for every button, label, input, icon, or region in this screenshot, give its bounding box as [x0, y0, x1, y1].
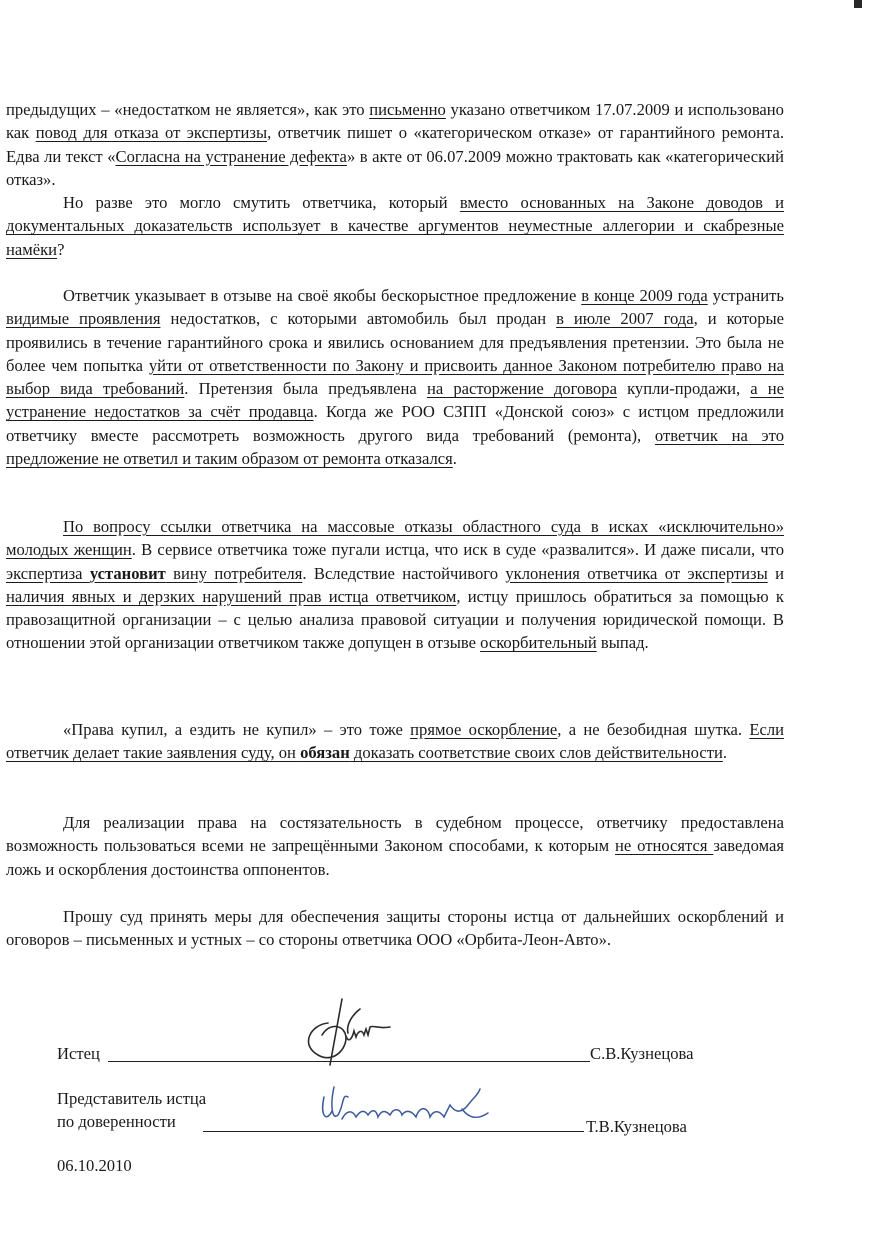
- underlined-text: Если ответчик делает такие заявления суду, он: [6, 720, 785, 763]
- scan-edge-mark: [854, 0, 862, 8]
- paragraph-3: [6, 284, 784, 470]
- underlined-text: видимые проявления: [6, 309, 161, 329]
- underlined-text: ответчик на это предложение не ответил и таким образом от ремонта отказался: [6, 425, 785, 469]
- text-run: устранить: [707, 286, 784, 305]
- underlined-text: вину потребителя: [165, 563, 303, 583]
- underlined-text: в июле 2007 года: [556, 309, 694, 329]
- document-date: 06.10.2010: [57, 1156, 132, 1175]
- text-run: Для реализации права на состязательность в судебном процессе, ответчику предоставлена возможность пользоваться всеми не запрещёнными Законом способами, к которым: [6, 813, 784, 856]
- text-run: купли-продажи,: [616, 379, 751, 399]
- underlined-text: экспертиза: [6, 563, 90, 583]
- text-run: заведомая ложь и оскорбления достоинства оппонентов.: [6, 836, 784, 879]
- representative-handwritten-signature: [312, 1075, 502, 1135]
- text-run: . В сервисе ответчика тоже пугали истца, что иск в суде «развалится». И даже писали, что: [131, 540, 784, 560]
- text-run: . Претензия была предъявлена: [184, 379, 427, 399]
- text-run: и: [767, 563, 784, 583]
- text-run: » в акте от 06.07.2009 можно трактовать как «категорический отказ».: [6, 146, 784, 189]
- representative-name: Т.В.Кузнецова: [586, 1117, 687, 1136]
- text-run: «Права купил, а ездить не купил» – это тоже: [63, 720, 411, 739]
- underlined-text: уйти от ответственности по Закону и присвоить данное Законом потребителю право на выбор вида требований: [6, 355, 784, 399]
- underlined-text: вместо основанных на Законе доводов и документальных доказательств использует в качестве аргументов неуместные аллегории и скабрезные намёки: [6, 193, 784, 259]
- underlined-text: на расторжение договора: [426, 379, 617, 399]
- plaintiff-name: С.В.Кузнецова: [590, 1044, 694, 1063]
- representative-label-line1: Представитель истца: [57, 1089, 207, 1108]
- underlined-text: уклонения ответчика от экспертизы: [505, 563, 768, 583]
- text-run: ?: [57, 239, 65, 259]
- text-run: . Вследствие настойчивого: [302, 563, 506, 583]
- text-run: , истцу пришлось обратиться за помощью к правозащитной организации – с целью анализа правовой ситуации и получения юридической помощи. В отношении этой организации ответчиком также допущен в отзыве: [6, 586, 784, 653]
- underlined-text: повод для отказа от экспертизы: [35, 123, 268, 143]
- paragraph-6: [6, 811, 784, 881]
- paragraph-7: [6, 905, 784, 952]
- underlined-text: наличия явных и дерзких нарушений прав истца ответчиком: [6, 586, 457, 606]
- text-run: Ответчик указывает в отзыве на своё якобы бескорыстное предложение: [63, 286, 582, 305]
- underlined-text: По вопросу ссылки ответчика на массовые отказы областного суда в исках «исключительно» молодых женщин: [6, 517, 784, 560]
- paragraph-1: [6, 98, 784, 191]
- underlined-text: письменно: [369, 100, 446, 119]
- text-run: Прошу суд принять меры для обеспечения защиты стороны истца от дальнейших оскорблений и оговоров – письменных и устных – со стороны ответчика ООО «Орбита-Леон-Авто».: [6, 907, 784, 950]
- text-run: , ответчик пишет о «категорическом отказе» от гарантийного ремонта. Едва ли текст «: [6, 123, 784, 166]
- representative-label-line2: по доверенности: [57, 1112, 176, 1131]
- underlined-text: Согласна на устранение дефекта: [115, 146, 347, 166]
- underlined-text: оскорбительный: [480, 633, 597, 653]
- underlined-text: обязан: [300, 743, 350, 763]
- text-run: .: [452, 449, 457, 469]
- underlined-text: прямое оскорбление: [410, 720, 558, 739]
- plaintiff-handwritten-signature: [290, 995, 410, 1075]
- text-run: Но разве это могло смутить ответчика, который: [63, 193, 460, 212]
- plaintiff-label: Истец: [57, 1044, 100, 1063]
- underlined-text: установит: [89, 563, 166, 583]
- text-run: выпад.: [596, 633, 649, 653]
- text-run: недостатков, с которыми автомобиль был продан: [160, 309, 557, 329]
- text-run: предыдущих – «недостатком не является», как это: [6, 100, 370, 119]
- underlined-text: доказать соответствие своих слов действительности: [349, 743, 723, 763]
- text-run: . Когда же РОО СЗПП «Донской союз» с истцом предложили ответчику вместе рассмотреть возможность другого вида требований (ремонта),: [6, 402, 784, 445]
- underlined-text: не относятся: [614, 836, 714, 856]
- text-run: .: [722, 743, 728, 763]
- underlined-text: в конце 2009 года: [581, 286, 708, 305]
- underlined-text: а не устранение недостатков за счёт продавца: [6, 379, 784, 422]
- text-run: указано ответчиком 17.07.2009 и использовано как: [6, 100, 784, 143]
- paragraph-2: [6, 191, 784, 261]
- paragraph-5: [6, 718, 784, 765]
- text-run: , а не безобидная шутка.: [557, 720, 750, 739]
- paragraph-4: [6, 515, 784, 655]
- text-run: , и которые проявились в течение гарантийного срока и явились основанием для предъявления претензии. Это была не более чем попытка: [6, 309, 785, 375]
